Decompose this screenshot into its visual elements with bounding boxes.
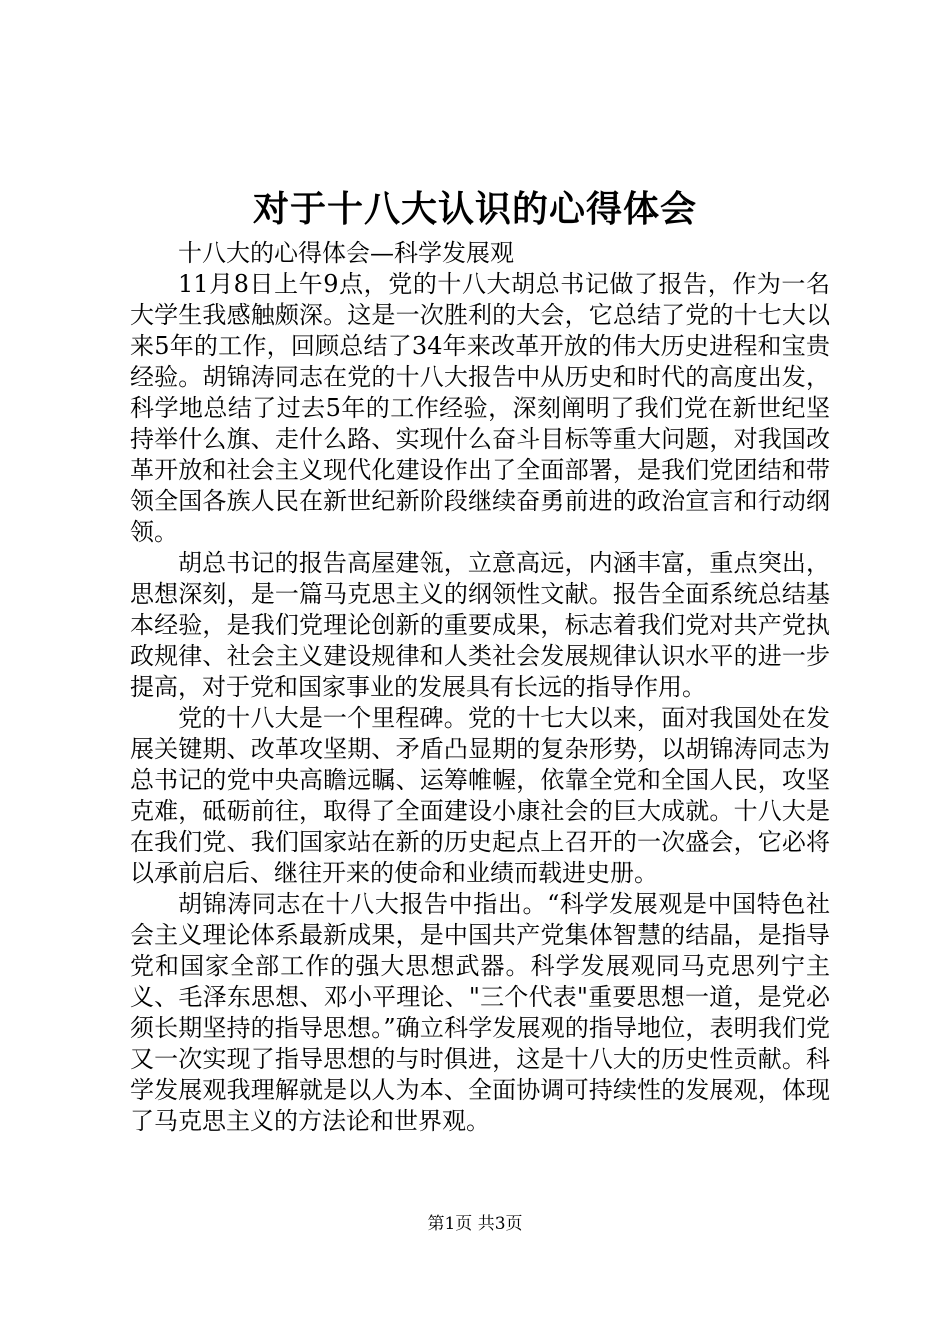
paragraph: 党的十八大是一个里程碑。党的十七大以来，面对我国处在发展关键期、改革攻坚期、矛盾凸显期的复杂形势，以胡锦涛同志为总书记的党中央高瞻远瞩、运筹帷幄，依靠全党和全国人民，攻坚克难，砥砺前往，取得了全面建设小康社会的巨大成就。十八大是在我们党、我们国家站在新的历史起点上召开的一次盛会，它必将以承前启后、继往开来的使命和业绩而载进史册。 xyxy=(130,704,830,887)
document-title: 对于十八大认识的心得体会 xyxy=(252,188,697,230)
paragraph-subtitle: 十八大的心得体会—科学发展观 xyxy=(178,239,514,267)
paragraph: 11月8日上午9点，党的十八大胡总书记做了报告，作为一名大学生我感触颇深。这是一次胜利的大会，它总结了党的十七大以来5年的工作，回顾总结了34年来改革开放的伟大历史进程和宝贵经验。胡锦涛同志在党的十八大报告中从历史和时代的高度出发，科学地总结了过去5年的工作经验，深刻阐明了我们党在新世纪坚持举什么旗、走什么路、实现什么奋斗目标等重大问题，对我国改革开放和社会主义现代化建设作出了全面部署，是我们党团结和带领全国各族人民在新世纪新阶段继续奋勇前进的政治宣言和行动纲领。 xyxy=(130,270,830,546)
page-number-footer: 第1页 共3页 xyxy=(427,1214,523,1234)
paragraph: 胡总书记的报告高屋建瓴，立意高远，内涵丰富，重点突出，思想深刻，是一篇马克思主义的纲领性文献。报告全面系统总结基本经验，是我们党理论创新的重要成果，标志着我们党对共产党执政规律、社会主义建设规律和人类社会发展规律认识水平的进一步提高，对于党和国家事业的发展具有长远的指导作用。 xyxy=(130,549,830,701)
paragraph: 胡锦涛同志在十八大报告中指出。“科学发展观是中国特色社会主义理论体系最新成果，是中国共产党集体智慧的结晶，是指导党和国家全部工作的强大思想武器。科学发展观同马克思列宁主义、毛泽东思想、邓小平理论、"三个代表"重要思想一道，是党必须长期坚持的指导思想。”确立科学发展观的指导地位，表明我们党又一次实现了指导思想的与时俱进，这是十八大的历史性贡献。科学发展观我理解就是以人为本、全面协调可持续性的发展观，体现了马克思主义的方法论和世界观。 xyxy=(130,890,830,1135)
document-body xyxy=(130,238,830,1137)
